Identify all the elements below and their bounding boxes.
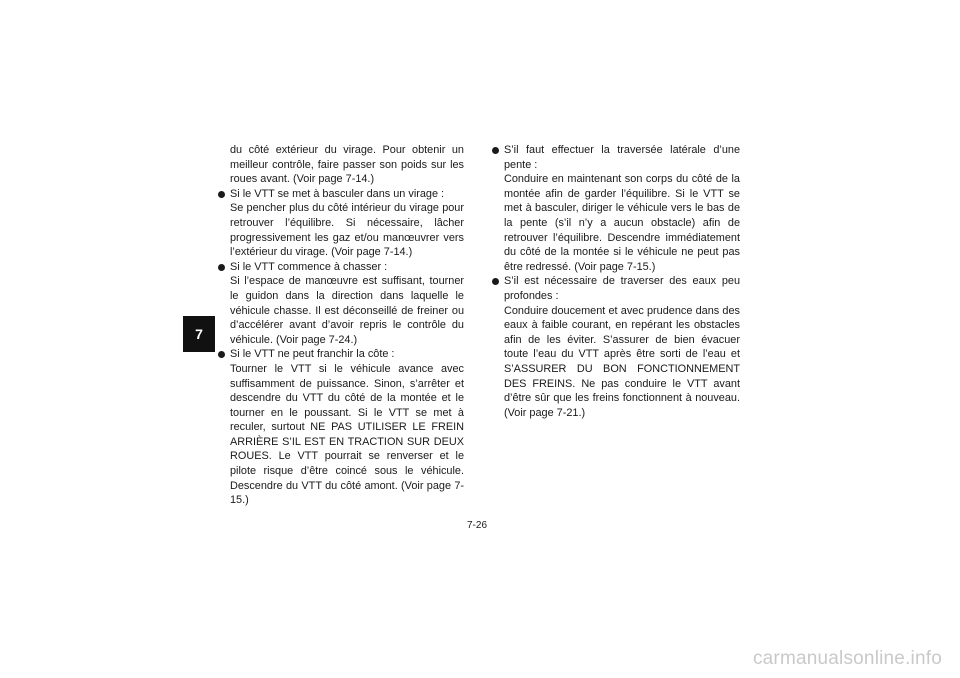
item-body: Si l’espace de manœuvre est suffisant, tourner le guidon dans la direction dans laquelle le véhicule chasse. Il est déconseillé de freiner ou d’accélérer avant d’avoir repris le contrôle du véhicule. (Voir page 7-24.) (230, 275, 464, 346)
item-title: Si le VTT commence à chasser : (230, 260, 388, 273)
list-item (218, 187, 464, 260)
page-number: 7-26 (467, 520, 488, 531)
item-body: Se pencher plus du côté intérieur du virage pour retrouver l’équilibre. Si nécessaire, lâcher progressivement les gaz et/ou manœuvrer vers l’extérieur du virage. (Voir page 7-14.) (230, 202, 464, 259)
left-intro: du côté extérieur du virage. Pour obtenir un meilleur contrôle, faire passer son poids sur les roues avant. (Voir page 7-14.) (230, 144, 464, 186)
list-item (218, 260, 464, 348)
item-body: Conduire en maintenant son corps du côté de la montée afin de garder l’équilibre. Si le VTT se met à basculer, diriger le véhicule vers le bas de la pente (s’il n’y a aucun obstacle) afin de retrouver l’équilibre. Descendre immédiatement du côté de la montée si le véhicule ne peut pas être redressé. (Voir page 7-15.) (504, 173, 740, 273)
bullet-icon (218, 264, 225, 271)
watermark: carmanualsonline.info (752, 648, 942, 669)
item-title: Si le VTT ne peut franchir la côte : (230, 348, 395, 361)
left-column (218, 143, 464, 508)
list-item (218, 347, 464, 508)
bullet-icon (492, 278, 499, 285)
chapter-tab: 7 (183, 316, 215, 352)
right-column (492, 143, 740, 420)
item-title: S’il faut effectuer la traversée latérale d’une pente : (504, 144, 740, 171)
item-body: Conduire doucement et avec prudence dans des eaux à faible courant, en repérant les obstacles afin de les éviter. S’assurer de bien évacuer toute l’eau du VTT après être sorti de l’eau et S’ASSURER DU BON FONCTIONNEMENT DES FREINS. Ne pas conduire le VTT avant d’être sûr que les freins fonctionnent à nouveau. (Voir page 7-21.) (504, 304, 740, 419)
list-item (492, 274, 740, 420)
bullet-icon (218, 191, 225, 198)
bullet-icon (492, 147, 499, 154)
item-title: Si le VTT se met à basculer dans un virage : (230, 187, 445, 200)
item-title: S’il est nécessaire de traverser des eaux peu profondes : (504, 275, 740, 302)
bullet-icon (218, 351, 225, 358)
item-body: Tourner le VTT si le véhicule avance avec suffisamment de puissance. Sinon, s’arrêter et descendre du VTT du côté de la montée et le tourner en le poussant. Si le VTT se met à reculer, surtout NE PAS UTILISER LE FREIN ARRIÈRE S’IL EST EN TRACTION SUR DEUX ROUES. Le VTT pourrait se renverser et le pilote risque d’être coincé sous le véhicule. Descendre du VTT du côté amont. (Voir page 7-15.) (230, 362, 464, 507)
list-item (492, 143, 740, 274)
